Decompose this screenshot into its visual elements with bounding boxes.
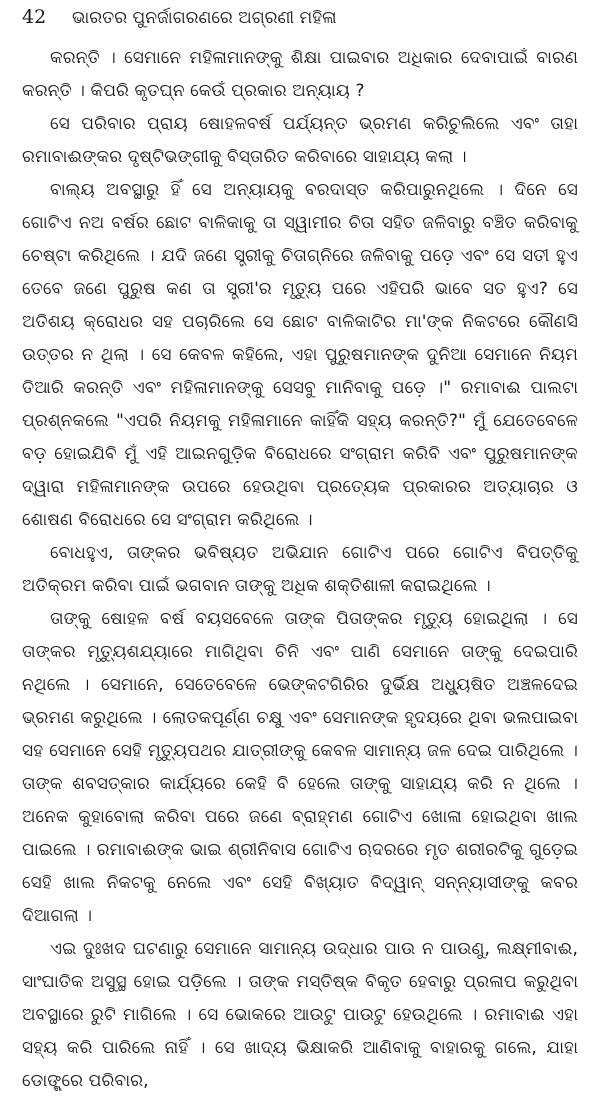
running-title: ଭାରତର ପୁନର୍ଜାଗରଣରେ ଅଗ୍ରଣୀ ମହିଳା <box>72 8 337 28</box>
running-header <box>22 6 578 36</box>
body-text <box>22 42 578 1098</box>
paragraph: କରନ୍ତି । ସେମାନେ ମହିଳାମାନଙ୍କୁ ଶିକ୍ଷା ପାଇବାର ଅଧିକାର ଦେବାପାଇଁ ବାରଣ କରନ୍ତି । କିପରି କୃତଘ୍ନ କେଉଁ ପ୍ରକାର ଅନ୍ୟାୟ ? <box>22 48 578 101</box>
page-number: 42 <box>22 6 47 28</box>
paragraph: ବୋଧହୁଏ, ତାଙ୍କର ଭବିଷ୍ୟତ ଅଭିଯାନ ଗୋଟିଏ ପରେ ଗୋଟିଏ ବିପତ୍ତିକୁ ଅତିକ୍ରମ କରିବା ପାଇଁ ଭଗବାନ ତାଙ୍କୁ ଅଧିକ ଶକ୍ତିଶାଳୀ କରାଇଥିଲେ । <box>22 543 578 596</box>
paragraph: ବାଲ୍ୟ ଅବସ୍ଥାରୁ ହିଁ ସେ ଅନ୍ୟାୟକୁ ବରଦାସ୍ତ କରିପାରୁନଥିଲେ । ଦିନେ ସେ ଗୋଟିଏ ନଅ ବର୍ଷର ଛୋଟ ବାଳିକାକୁ ତା ସ୍ୱାମୀର ଚିତା ସହିତ ଜଳିବାରୁ ବଞ୍ଚିତ କରିବାକୁ ଚେଷ୍ଟା କରିଥିଲେ । ଯଦି ଜଣେ ସ୍ତ୍ରୀକୁ ଚିତାଗ୍ନିରେ ଜଳିବାକୁ ପଡ଼େ ଏବଂ ସେ ସତୀ ହୁଏ ତେବେ ଜଣେ ପୁରୁଷ କଣ ତା ସ୍ତ୍ରୀ'ର ମୃତ୍ୟୁ ପରେ ଏହିପରି ଭାବେ ସତ ହୁଏ? ସେ ଅତିଶୟ କ୍ରୋଧର ସହ ପଚାରିଲେ ସେ ଛୋଟ ବାଳିକାଟିର ମା'ଙ୍କ ନିକଟରେ କୌଣସି ଉତ୍ତର ନ ଥିଲା । ସେ କେବଳ କହିଲେ, ଏହା ପୁରୁଷମାନଙ୍କ ଦୁନିଆ ସେମାନେ ନିୟମ ତିଆରି କରନ୍ତି ଏବଂ ମହିଳାମାନଙ୍କୁ ସେସବୁ ମାନିବାକୁ ପଡ଼େ ।" ରମାବାଈ ପାଲଟା ପ୍ରଶ୍ନକଲେ "ଏପରି ନିୟମକୁ ମହିଳାମାନେ କାହିଁକି ସହ୍ୟ କରନ୍ତି?" ମୁଁ ଯେତେବେଳେ ବଡ଼ ହୋଇଯିବି ମୁଁ ଏହି ଆଇନଗୁଡ଼ିକ ବିରୋଧରେ ସଂଗ୍ରାମ କରିବି ଏବଂ ପୁରୁଷମାନଙ୍କ ଦ୍ୱାରା ମହିଳାମାନଙ୍କ ଉପରେ ହେଉଥିବା ପ୍ରତ୍ୟେକ ପ୍ରକାରର ଅତ୍ୟାଚାର ଓ ଶୋଷଣ ବିରୋଧରେ ସେ ସଂଗ୍ରାମ କରିଥିଲେ । <box>22 180 578 530</box>
paragraph: ଏଇ ଦୁଃଖଦ ଘଟଣାରୁ ସେମାନେ ସାମାନ୍ୟ ଉଦ୍ଧାର ପାଉ ନ ପାଉଣୁ, ଲକ୍ଷ୍ମୀବାଈ, ସାଂଘାତିକ ଅସୁସ୍ଥ ହୋଇ ପଡ଼ିଲେ । ତାଙ୍କ ମସ୍ତିଷ୍କ ବିକୃତ ହେବାରୁ ପ୍ରଳାପ କରୁଥିବା ଅବସ୍ଥାରେ ରୁଟି ମାଗିଲେ । ସେ ଭୋକରେ ଆଉଟୁ ପାଉଟୁ ହେଉଥିଲେ । ରମାବାଈ ଏହା ସହ୍ୟ କରି ପାରିଲେ ନାହିଁ । ସେ ଖାଦ୍ୟ ଭିକ୍ଷାକରି ଆଣିବାକୁ ବାହାରକୁ ଗଲେ, ଯାହା ଡୋଙ୍ଗ୍ରେ ପରିବାର, <box>22 939 578 1091</box>
paragraph: ତାଙ୍କୁ ଷୋହଳ ବର୍ଷ ବୟସବେଳେ ତାଙ୍କ ପିତାଙ୍କର ମୃତ୍ୟୁ ହୋଇଥିଲା । ସେ ତାଙ୍କର ମୃତ୍ୟୁଶଯ୍ୟାରେ ମାଗିଥିବା ଚିନି ଏବଂ ପାଣି ସେମାନେ ତାଙ୍କୁ ଦେଇପାରି ନଥିଲେ । ସେମାନେ, ସେତେବେଳେ ଭେଙ୍କଟଗିରିର ଦୁର୍ଭିକ୍ଷ ଅଧ୍ୟୁଷିତ ଅଞ୍ଚଳଦେଇ ଭ୍ରମଣ କରୁଥିଲେ । ଲୋତକପୂର୍ଣ୍ଣ ଚକ୍ଷୁ ଏବଂ ସେମାନଙ୍କ ହୃଦୟରେ ଥିବା ଭଲପାଇବା ସହ ସେମାନେ ସେହି ମୃତ୍ୟୁପଥର ଯାତ୍ରୀଙ୍କୁ କେବଳ ସାମାନ୍ୟ ଜଳ ଦେଇ ପାରିଥିଲେ । ତାଙ୍କ ଶବସତ୍କାର କାର୍ଯ୍ୟରେ କେହି ବି ହେଲେ ତାଙ୍କୁ ସାହାଯ୍ୟ କରି ନ ଥିଲେ । ଅନେକ କୁହାବୋଲା କରିବା ପରେ ଜଣେ ବ୍ରାହ୍ମଣ ଗୋଟିଏ ଖୋଳା ହୋଇଥିବା ଖାଲ ପାଇଲେ । ରମାବାଈଙ୍କ ଭାଇ ଶ୍ରୀନିବାସ ଗୋଟିଏ ଋଦରରେ ମୃତ ଶରୀରଟିକୁ ଗୁଡ଼େଇ ସେହି ଖାଲ ନିକଟକୁ ନେଲେ ଏବଂ ସେହି ବିଖ୍ୟାତ ବିଦ୍ୱାନ୍ ସନ୍ନ୍ୟାସୀଙ୍କୁ କବର ଦିଆଗଲା । <box>22 609 578 926</box>
paragraph: ସେ ପରିବାର ପ୍ରାୟ ଷୋହଳବର୍ଷ ପର୍ଯ୍ୟନ୍ତ ଭ୍ରମଣ କରିଚୁଲିଲେ ଏବଂ ତାହା ରମାବାଈଙ୍କର ଦୃଷ୍ଟିଭଙ୍ଗୀକୁ ବିସ୍ତାରିତ କରିବାରେ ସାହାଯ୍ୟ କଲା । <box>22 114 578 167</box>
